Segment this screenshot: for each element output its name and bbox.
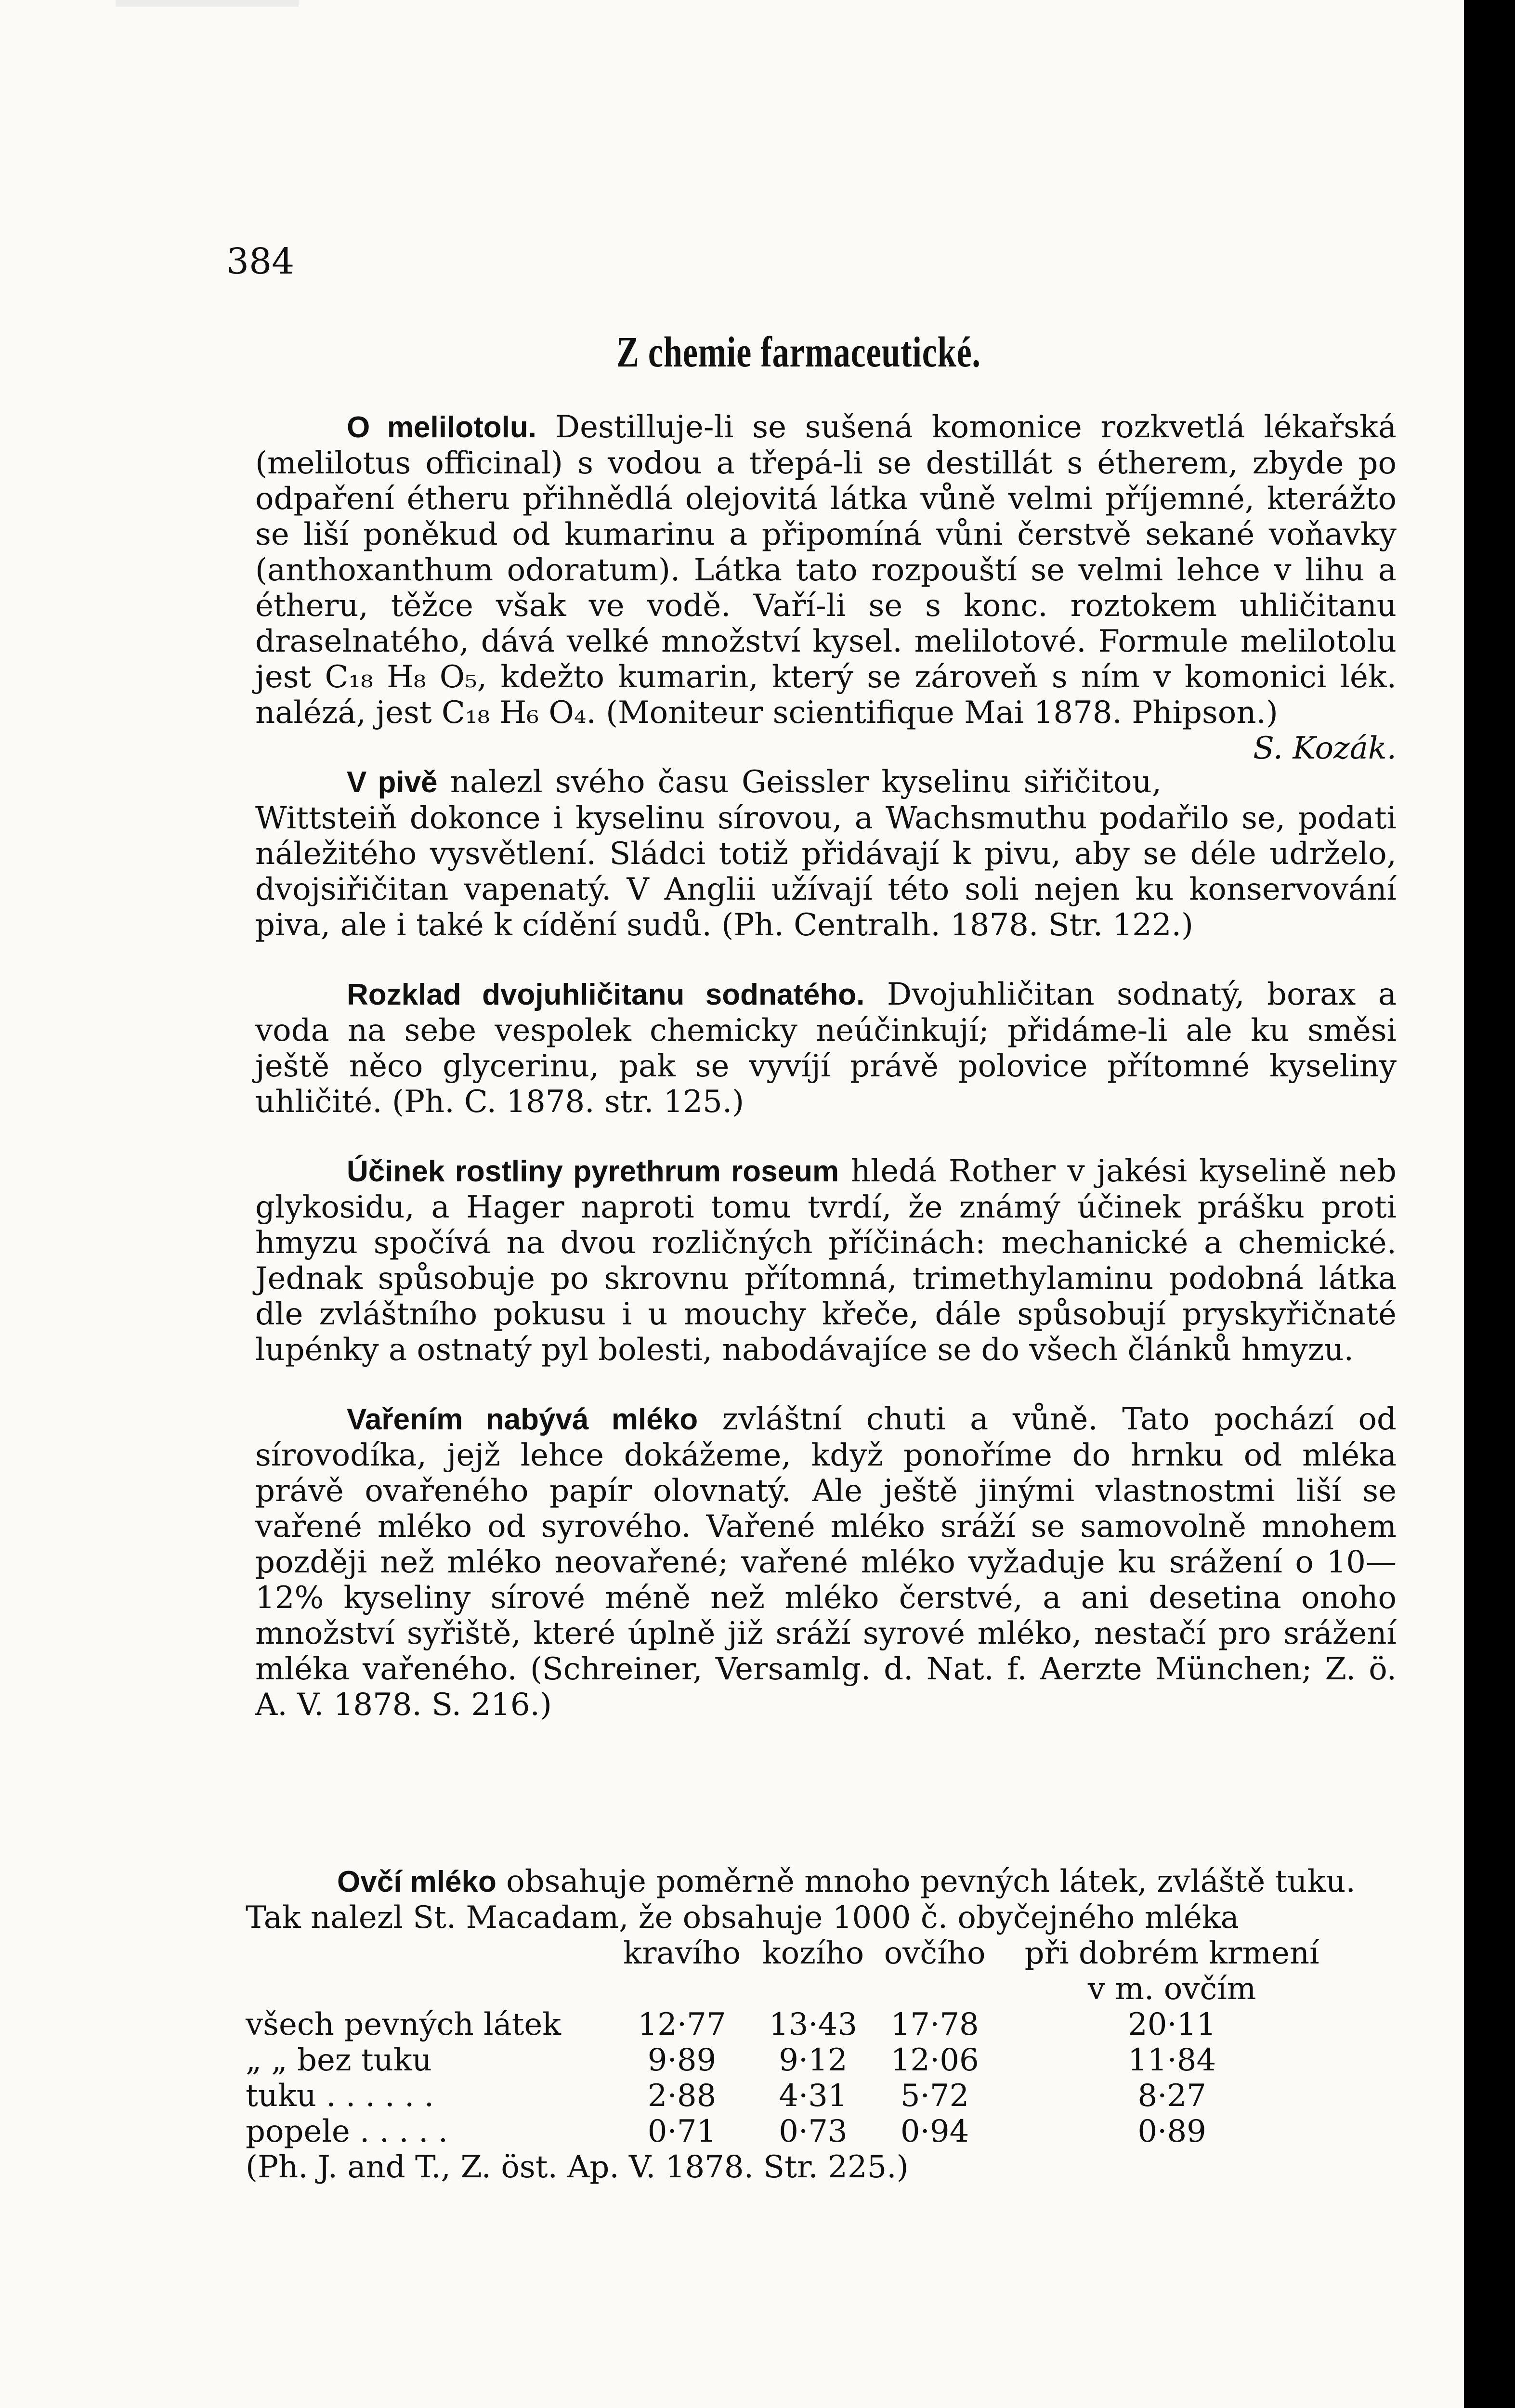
cell-value: 8·27: [1137, 2078, 1206, 2114]
cell-value: 17·78: [890, 2007, 979, 2042]
cell-value: 11·84: [1128, 2042, 1216, 2078]
paragraph-lead: O melilotolu.: [347, 411, 536, 444]
page-number: 384: [226, 241, 295, 282]
column-subheader: v m. ovčím: [1087, 1971, 1256, 2007]
paragraph-text: Dvojuhličitan sodnatý, borax a voda na sebe vespolek chemicky neúčinkují; přidáme-li ale ku směsi ještě něco glycerinu, pak se vyvíjí právě polovice přítomné kyseliny uhličité. (Ph. C. 1878. str. 125.): [255, 977, 1397, 1120]
milk-composition-table: [246, 1936, 1348, 2149]
cell-value: 12·06: [890, 2042, 979, 2078]
sheep-milk-intro: [246, 1864, 1401, 1936]
row-label: popele . . . . .: [246, 2114, 448, 2149]
sheep-milk-section: [246, 1864, 1401, 2185]
paragraph-melilotol: [255, 409, 1397, 766]
row-label: „ „ bez tuku: [246, 2042, 432, 2078]
paragraph-text: zvláštní chuti a vůně. Tato pochází od sírovodíka, jejž lehce dokážeme, když ponoříme do hrnku od mléka právě ovařeného papír olovnatý. Ale ještě jinými vlastnostmi liší se vařené mléko od syrového. Vařené mléko sráží se samovolně mnohem později než mléko neovařené; vařené mléko vyžaduje ku srážení o 10—12% kyseliny sírové méně než mléko čerstvé, a ani desetina onoho množství syřiště, které úplně již sráží syrové mléko, nestačí pro srážení mléka vařeného. (Schreiner, Versamlg. d. Nat. f. Aerzte München; Z. ö. A. V. 1878. S. 216.): [255, 1401, 1397, 1723]
paragraph-text: Destilluje-li se sušená komonice rozkvetlá lékařská (melilotus officinal) s vodou a třepá-li se destillát s étherem, zbyde po odpaření étheru přihnědlá olejovitá látka vůně velmi příjemné, kterážto se liší poněkud od kumarinu a připomíná vůni čerstvě sekané voňavky (anthoxanthum odoratum). Látka tato rozpouští se velmi lehce v lihu a étheru, těžce však ve vodě. Vaří-li se s konc. roztokem uhličitanu draselnatého, dává velké množství kysel. melilotové. Formule melilotolu jest C₁₈ H₈ O₅, kdežto kumarin, který se zároveň s ním v komonici lék. nalézá, jest C₁₈ H₆ O₄. (Moniteur scientifique Mai 1878. Phipson.): [255, 409, 1397, 731]
page-title: Z chemie farmaceutické.: [616, 328, 981, 376]
cell-value: 9·12: [779, 2042, 848, 2078]
cell-value: 5·72: [900, 2078, 969, 2114]
row-label: tuku . . . . . .: [246, 2078, 434, 2114]
cell-value: 4·31: [779, 2078, 848, 2114]
table-row: [246, 2007, 1348, 2042]
column-header: ovčího: [884, 1936, 986, 1971]
table-subheader-row: [246, 1971, 1348, 2007]
paragraph-beer: [255, 764, 1397, 943]
table-row: [246, 2042, 1348, 2078]
column-header: při dobrém krmení: [1024, 1936, 1319, 1971]
table-header-row: [246, 1936, 1348, 1971]
paragraph-lead: V pivě: [347, 766, 438, 799]
cell-value: 2·88: [647, 2078, 717, 2114]
paragraph-pyrethrum: [255, 1153, 1397, 1368]
paragraph-lead: Účinek rostliny pyrethrum roseum: [347, 1155, 839, 1188]
paragraph-boiled-milk: [255, 1401, 1397, 1723]
paragraph-text: obsahuje poměrně mnoho pevných látek, zvláště tuku. Tak nalezl St. Macadam, že obsahuje 1000 č. obyčejného mléka: [246, 1864, 1356, 1936]
cell-value: 9·89: [647, 2042, 717, 2078]
table-source: (Ph. J. and T., Z. öst. Ap. V. 1878. Str. 225.): [246, 2149, 909, 2185]
paragraph-text: nalezl svého času Geissler kyselinu siřičitou, Wittsteiň dokonce i kyselinu sírovou, a Wachsmuthu podařilo se, podati náležitého vysvětlení. Sládci totiž přidávají k pivu, aby se déle udrželo, dvojsiřičitan vapenatý. V Anglii užívají této soli nejen ku konservování piva, ale i také k cídění sudů. (Ph. Centralh. 1878. Str. 122.): [255, 764, 1397, 943]
column-header: kravího: [623, 1936, 741, 1971]
column-header: kozího: [762, 1936, 864, 1971]
row-label: všech pevných látek: [246, 2007, 562, 2042]
article-body: [255, 409, 1397, 1756]
table-row: [246, 2114, 1348, 2149]
paragraph-text: hledá Rother v jakési kyselině neb glykosidu, a Hager naproti tomu tvrdí, že známý účinek prášku proti hmyzu spočívá na dvou rozličných příčinách: mechanické a chemické. Jednak spůsobuje po skrovnu přítomná, trimethylaminu podobná látka dle zvláštního pokusu i u mouchy křeče, dále spůsobují pryskyřičnaté lupénky a ostnatý pyl bolesti, nabodávajíce se do všech článků hmyzu.: [255, 1153, 1397, 1368]
paragraph-lead: Vařením nabývá mléko: [347, 1403, 698, 1436]
paragraph-lead: Rozklad dvojuhličitanu sodnatého.: [347, 978, 865, 1011]
cell-value: 0·94: [900, 2114, 969, 2149]
cell-value: 0·71: [647, 2114, 717, 2149]
paragraph-bicarbonate: [255, 977, 1397, 1120]
scan-edge-mark: [116, 0, 299, 7]
cell-value: 12·77: [638, 2007, 726, 2042]
cell-value: 20·11: [1128, 2007, 1216, 2042]
cell-value: 0·89: [1137, 2114, 1206, 2149]
author-signature: S. Kozák.: [1253, 731, 1397, 766]
table-row: [246, 2078, 1348, 2114]
cell-value: 13·43: [769, 2007, 858, 2042]
paragraph-lead: Ovčí mléko: [337, 1865, 496, 1898]
cell-value: 0·73: [779, 2114, 848, 2149]
